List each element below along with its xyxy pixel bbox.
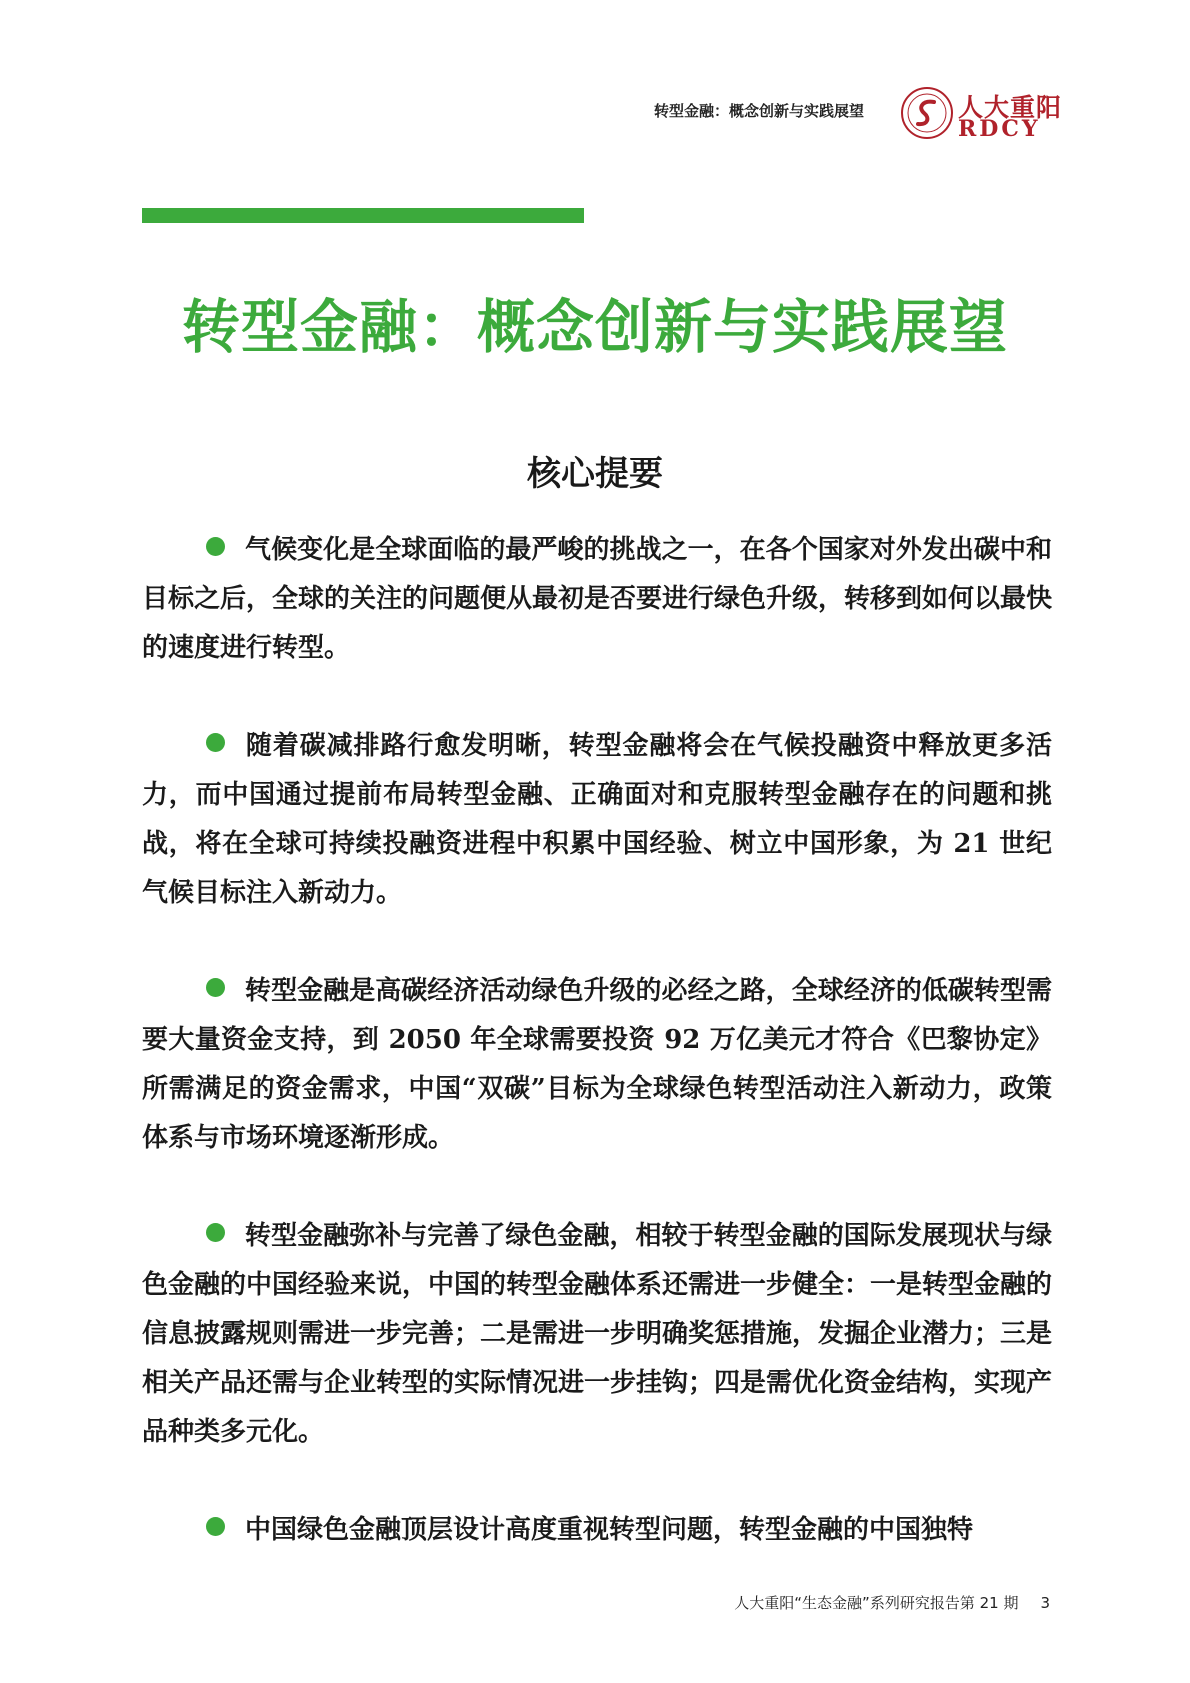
page-footer: [734, 1592, 1050, 1613]
running-header-title: 转型金融：概念创新与实践展望: [653, 102, 864, 120]
logo-chinese-name: 人大重阳: [958, 93, 1063, 122]
bullet-icon: [206, 733, 225, 752]
bullet-icon: [206, 978, 225, 997]
summary-paragraph: [142, 967, 1052, 1163]
summary-paragraph-text: 转型金融是高碳经济活动绿色升级的必经之路，全球经济的低碳转型需要大量资金支持，到 2050 年全球需要投资 92 万亿美元才符合《巴黎协定》所需满足的资金需求，中国“双碳”目标为全球绿色转型活动注入新动力，政策体系与市场环境逐渐形成。: [142, 976, 1052, 1153]
seal-emblem-icon: [900, 86, 954, 140]
logo-english-name: RDCY: [958, 116, 1041, 142]
summary-paragraph-text: 中国绿色金融顶层设计高度重视转型问题，转型金融的中国独特: [245, 1515, 974, 1545]
bullet-icon: [206, 1223, 225, 1242]
bullet-icon: [206, 1517, 225, 1536]
summary-paragraph: [142, 1506, 1052, 1555]
section-heading: 核心提要: [527, 454, 663, 494]
rdcy-logo: [900, 86, 1063, 146]
page-number: 3: [1040, 1594, 1050, 1612]
summary-paragraph-text: 随着碳减排路行愈发明晰，转型金融将会在气候投融资中释放更多活力，而中国通过提前布局转型金融、正确面对和克服转型金融存在的问题和挑战，将在全球可持续投融资进程中积累中国经验、树立中国形象，为 21 世纪气候目标注入新动力。: [142, 731, 1052, 908]
bullet-icon: [206, 537, 225, 556]
title-accent-bar: [142, 208, 584, 223]
summary-paragraph: [142, 526, 1052, 673]
summary-paragraph-text: 气候变化是全球面临的最严峻的挑战之一，在各个国家对外发出碳中和目标之后，全球的关注的问题便从最初是否要进行绿色升级，转移到如何以最快的速度进行转型。: [142, 535, 1053, 663]
footer-series-label: 人大重阳“生态金融”系列研究报告第 21 期: [734, 1594, 1019, 1612]
page-title: 转型金融：概念创新与实践展望: [181, 293, 1008, 361]
summary-paragraph-text: 转型金融弥补与完善了绿色金融，相较于转型金融的国际发展现状与绿色金融的中国经验来说，中国的转型金融体系还需进一步健全：一是转型金融的信息披露规则需进一步完善；二是需进一步明确奖惩措施，发掘企业潜力；三是相关产品还需与企业转型的实际情况进一步挂钩；四是需优化资金结构，实现产品种类多元化。: [142, 1221, 1053, 1447]
summary-paragraph: [142, 1212, 1052, 1457]
summary-paragraph: [142, 722, 1052, 918]
summary-body: [142, 526, 1052, 1604]
